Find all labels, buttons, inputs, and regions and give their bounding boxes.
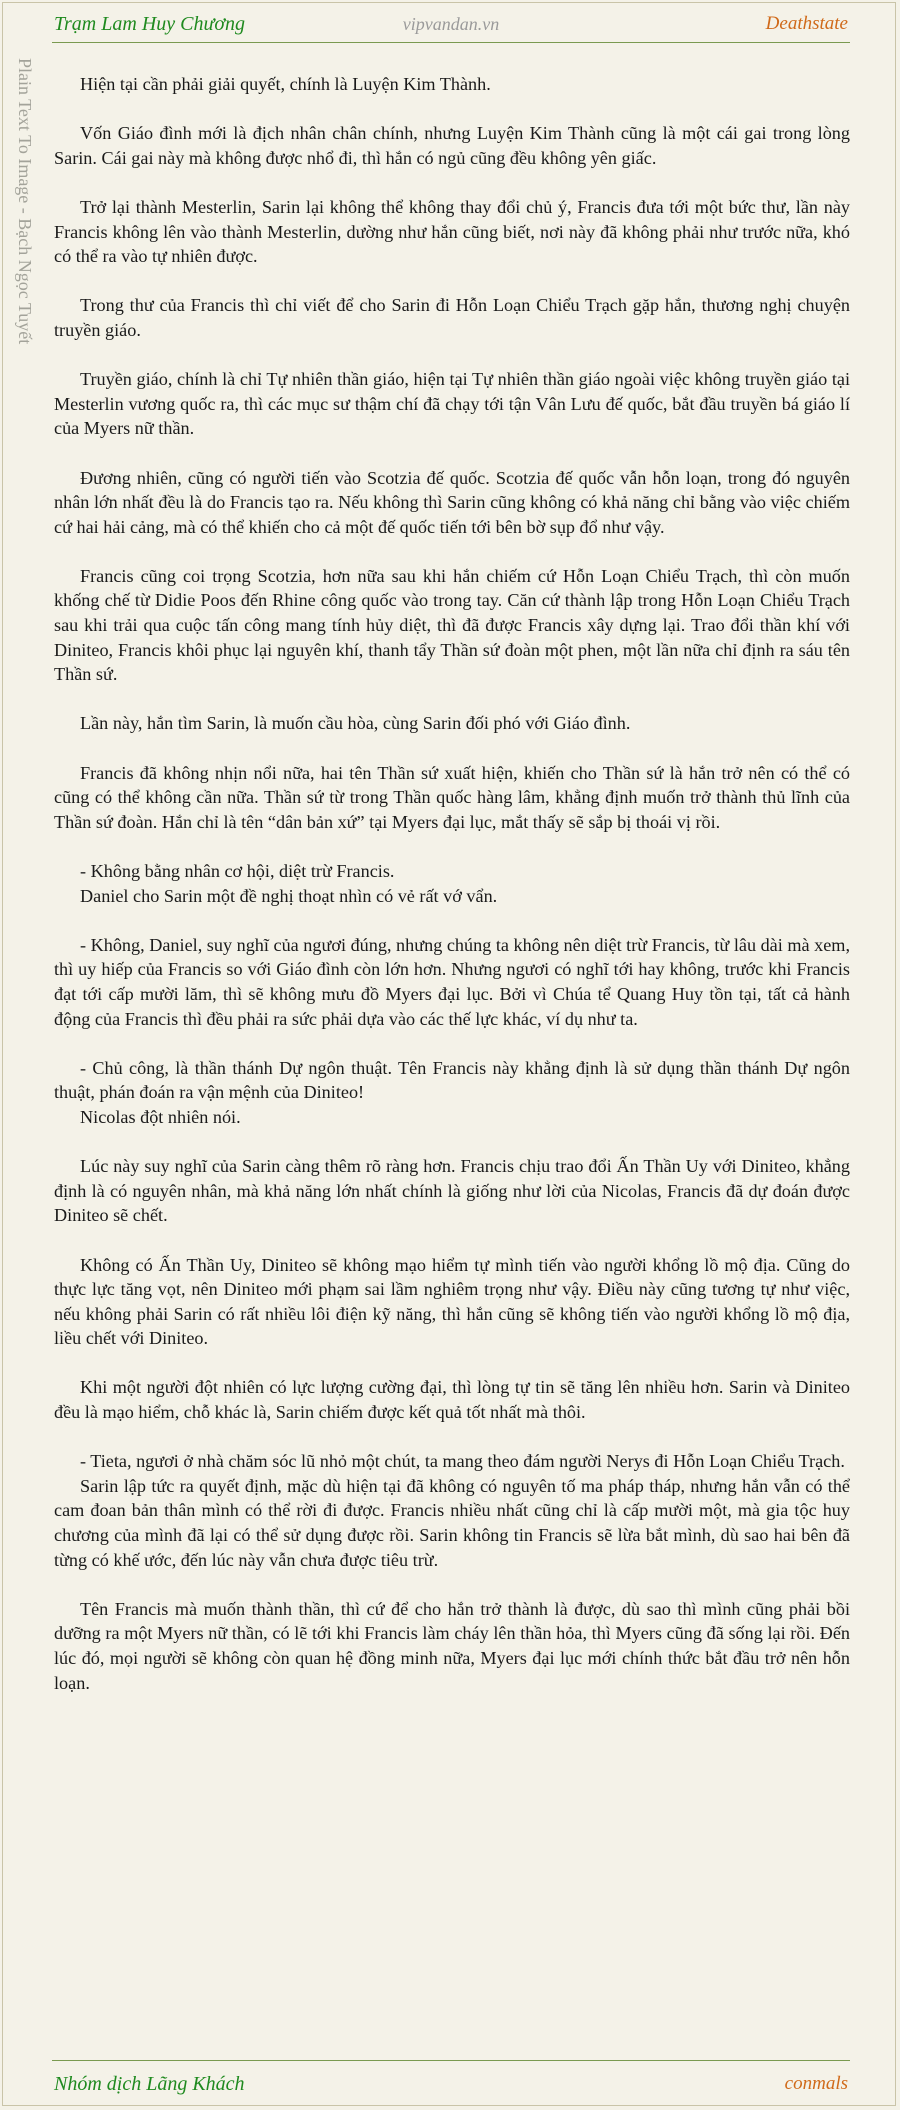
dialogue-line: - Không bằng nhân cơ hội, diệt trừ Francis. (80, 861, 395, 881)
footer-editor: conmals (784, 2073, 848, 2094)
paragraph: Trở lại thành Mesterlin, Sarin lại không thể không thay đổi chủ ý, Francis đưa tới một bức thư, lần này Francis không lên vào thành Mesterlin, dường như hắn cũng biết, nơi này đã không phải như trước nữa, khó có thể ra vào tự nhiên được. (54, 196, 850, 267)
paragraph: Đương nhiên, cũng có người tiến vào Scotzia đế quốc. Scotzia đế quốc vẫn hỗn loạn, trong đó nguyên nhân lớn nhất đều là do Francis tạo ra. Nếu không thì Sarin cũng không có khả năng chỉ bằng vào việc chiếm cứ hai hải cảng, mà có thể khiến cho cả một đế quốc tiến tới bên bờ sụp đổ như vậy. (54, 467, 850, 537)
side-watermark (14, 58, 36, 398)
dialogue-line: - Không, Daniel, suy nghĩ của ngươi đúng, nhưng chúng ta không nên diệt trừ Francis, từ lâu dài mà xem, thì uy hiếp của Francis so với Giáo đình còn lớn hơn. Nhưng ngươi có nghĩ tới hay không, trước khi Francis đạt tới cấp mười lăm, thì sẽ không mưu đồ Myers đại lục. Bởi vì Chúa tể Quang Huy tồn tại, tất cả hành động của Francis thì đều phải ra sức phải dựa vào các thế lực khác, ví dụ như ta. (54, 934, 850, 1029)
paragraph: Không có Ấn Thần Uy, Diniteo sẽ không mạo hiểm tự mình tiến vào người khổng lồ mộ địa. Cũng do thực lực tăng vọt, nên Diniteo mới phạm sai lầm nghiêm trọng như vậy. Điều này cũng tương tự như việc, nếu không phải Sarin có rất nhiều lôi điện kỹ năng, thì hắn cũng sẽ không tiến vào người khổng lồ mộ địa, liều chết với Diniteo. (54, 1254, 850, 1349)
paragraph: Trong thư của Francis thì chỉ viết để cho Sarin đi Hỗn Loạn Chiểu Trạch gặp hắn, thương nghị chuyện truyền giáo. (54, 295, 850, 340)
chapter-body (54, 72, 850, 1720)
paragraph: Sarin lập tức ra quyết định, mặc dù hiện tại đã không có nguyên tố ma pháp tháp, nhưng hắn vẫn có thể cam đoan bản thân mình có thể rời đi được. Francis nhiều nhất cũng chỉ là cấp mười một, mà gia tộc huy chương của mình đã lại có thể sử dụng được rồi. Sarin không tin Francis sẽ lừa bắt mình, dù sao hai bên đã từng có khế ước, đến lúc này vẫn chưa được tiêu trừ. (54, 1475, 850, 1570)
paragraph: Francis đã không nhịn nổi nữa, hai tên Thần sứ xuất hiện, khiến cho Thần sứ là hắn trở nên có thể có cũng có thể không cần nữa. Thần sứ từ trong Thần quốc hàng lâm, khẳng định muốn trở thành thủ lĩnh của Thần sứ đoàn. Hắn chỉ là tên “dân bản xứ” tại Myers đại lục, mắt thấy sẽ sắp bị thoái vị rồi. (54, 762, 850, 832)
paragraph: Truyền giáo, chính là chỉ Tự nhiên thần giáo, hiện tại Tự nhiên thần giáo ngoài việc không truyền giáo tại Mesterlin vương quốc ra, thì các mục sư thậm chí đã chạy tới tận Vân Lưu đế quốc, bắt đầu truyền bá giáo lí của Myers nữ thần. (54, 369, 850, 439)
paragraph: Hiện tại cần phải giải quyết, chính là Luyện Kim Thành. (80, 74, 491, 94)
paragraph: Tên Francis mà muốn thành thần, thì cứ để cho hắn trở thành là được, dù sao thì mình cũng phải bồi dưỡng ra một Myers nữ thần, có lẽ tới khi Francis làm cháy lên thần hỏa, thì Myers cũng đã sống lại rồi. Đến lúc đó, mọi người sẽ không còn quan hệ đồng minh nữa, Myers đại lục mới chính thức bắt đầu trở nên hỗn loạn. (54, 1598, 850, 1693)
paragraph: Vốn Giáo đình mới là địch nhân chân chính, nhưng Luyện Kim Thành cũng là một cái gai trong lòng Sarin. Cái gai này mà không được nhổ đi, thì hắn có ngủ cũng đều không yên giấc. (54, 123, 850, 168)
page-header (52, 8, 850, 43)
paragraph: Francis cũng coi trọng Scotzia, hơn nữa sau khi hắn chiếm cứ Hỗn Loạn Chiểu Trạch, thì còn muốn khống chế từ Didie Poos đến Rhine công quốc vào trong tay. Căn cứ thành lập trong Hỗn Loạn Chiểu Trạch sau khi trải qua cuộc tấn công mang tính hủy diệt, thì đã được Francis xây dựng lại. Trao đổi thần khí với Diniteo, Francis khôi phục lại nguyên khí, thanh tẩy Thần sứ đoàn một phen, một lần nữa chỉ định ra sáu tên Thần sứ. (54, 565, 850, 685)
header-site: vipvandan.vn (402, 14, 500, 34)
paragraph: Lúc này suy nghĩ của Sarin càng thêm rõ ràng hơn. Francis chịu trao đổi Ấn Thần Uy với Diniteo, khẳng định là có nguyên nhân, mà khả năng lớn nhất chính là giống như lời của Nicolas, Francis đã dự đoán được Diniteo sẽ chết. (54, 1156, 850, 1226)
paragraph: Nicolas đột nhiên nói. (80, 1106, 241, 1127)
header-title: Trạm Lam Huy Chương (54, 13, 246, 35)
dialogue-line: - Tieta, ngươi ở nhà chăm sóc lũ nhỏ một chút, ta mang theo đám người Nerys đi Hỗn Loạn Chiểu Trạch. (80, 1451, 845, 1472)
paragraph: Lần này, hắn tìm Sarin, là muốn cầu hòa, cùng Sarin đối phó với Giáo đình. (80, 713, 631, 734)
paragraph: Daniel cho Sarin một đề nghị thoạt nhìn có vẻ rất vớ vẩn. (80, 885, 498, 906)
side-watermark-text: Plain Text To Image - Bạch Ngọc Tuyết (15, 58, 35, 345)
footer-translator: Nhóm dịch Lãng Khách (54, 2073, 245, 2095)
page-footer (52, 2060, 850, 2101)
header-author: Deathstate (765, 13, 848, 34)
paragraph: Khi một người đột nhiên có lực lượng cường đại, thì lòng tự tin sẽ tăng lên nhiều hơn. Sarin và Diniteo đều là mạo hiểm, chỗ khác là, Sarin chiếm được kết quả tốt nhất mà thôi. (54, 1377, 850, 1423)
dialogue-line: - Chủ công, là thần thánh Dự ngôn thuật. Tên Francis này khẳng định là sử dụng thần thánh Dự ngôn thuật, phán đoán ra vận mệnh của Diniteo! (54, 1057, 850, 1103)
